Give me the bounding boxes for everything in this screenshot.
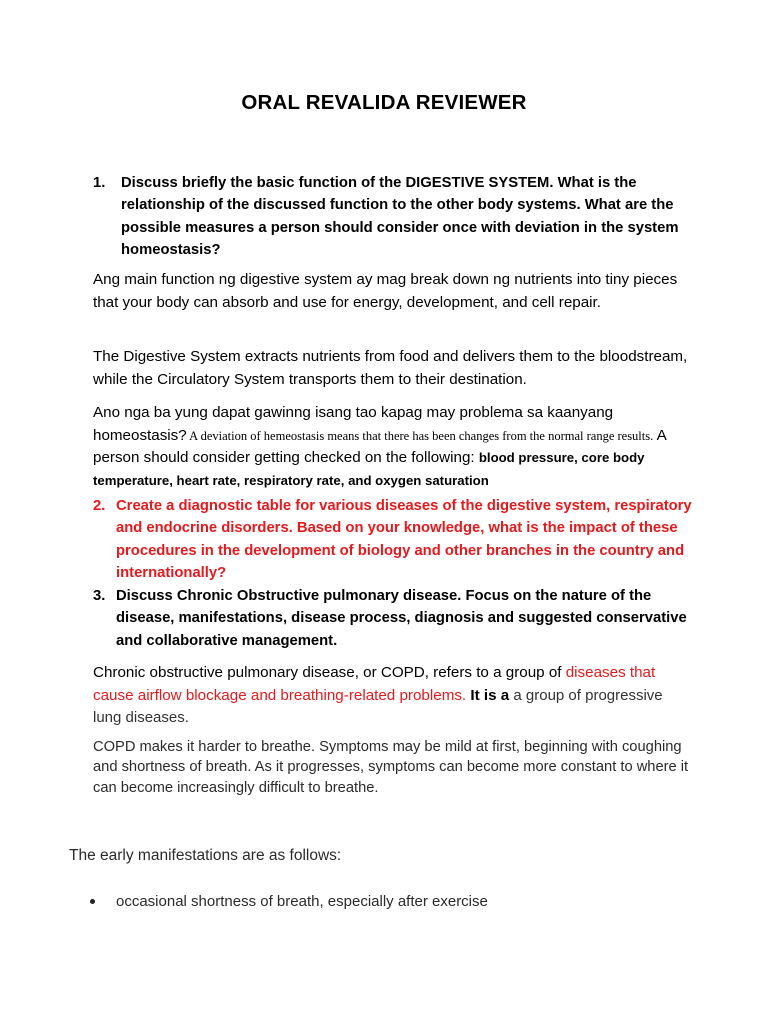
question-number: 1. — [93, 175, 106, 191]
definition-lead: Chronic obstructive pulmonary disease, or COPD, refers to a group of — [93, 664, 566, 681]
question-number: 3. — [93, 588, 106, 604]
definition-tail: a group of progressive lung diseases. — [93, 686, 663, 726]
definition-bold: It is a — [466, 686, 510, 704]
copd-definition — [93, 662, 693, 730]
paragraph-lead: Ano nga ba yung dapat gawinng isang tao kapag may problema sa kaanyang homeostasis? — [93, 404, 614, 444]
answer-paragraph-1: Ang main function ng digestive system ay mag break down ng nutrients into tiny pieces that your body can absorb and use for energy, development, and cell repair. — [93, 271, 678, 311]
early-manifestations-heading: The early manifestations are as follows: — [69, 847, 342, 864]
paragraph-mid: A person should consider getting checked on the following: — [93, 426, 666, 466]
copd-description: COPD makes it harder to breathe. Symptoms may be mild at first, beginning with coughing and shortness of breath. As it progresses, symptoms can become more constant to where it can become increasingly difficult to breathe. — [93, 739, 689, 796]
answer-paragraph-3 — [93, 402, 693, 492]
list-item-text: occasional shortness of breath, especially after exercise — [116, 893, 488, 910]
question-1 — [93, 172, 693, 261]
vital-signs-list: blood pressure, core body temperature, heart rate, respiratory rate, and oxygen saturation — [93, 450, 645, 488]
question-text: Create a diagnostic table for various diseases of the digestive system, respiratory and endocrine disorders. Based on your knowledge, what is the impact of these procedures in the development of biology and other branches in the country and internationally? — [116, 498, 692, 581]
page-title: ORAL REVALIDA REVIEWER — [241, 91, 527, 114]
answer-paragraph-2: The Digestive System extracts nutrients from food and delivers them to the bloodstream, while the Circulatory System transports them to their destination. — [93, 348, 688, 388]
question-text: Discuss briefly the basic function of the DIGESTIVE SYSTEM. What is the relationship of the discussed function to the other body systems. What are the possible measures a person should consider once with deviation in the system homeostasis? — [121, 175, 679, 258]
question-text: Discuss Chronic Obstructive pulmonary disease. Focus on the nature of the disease, manifestations, disease process, diagnosis and suggested conservative and collaborative management. — [116, 588, 687, 649]
paragraph-serif-note: A deviation of hemeostasis means that there has been changes from the normal range results. — [186, 428, 654, 443]
definition-highlight: diseases that cause airflow blockage and breathing-related problems. — [93, 664, 656, 704]
question-3 — [93, 585, 693, 652]
bullet-icon — [90, 899, 95, 904]
question-number: 2. — [93, 498, 106, 514]
question-2 — [93, 495, 693, 584]
